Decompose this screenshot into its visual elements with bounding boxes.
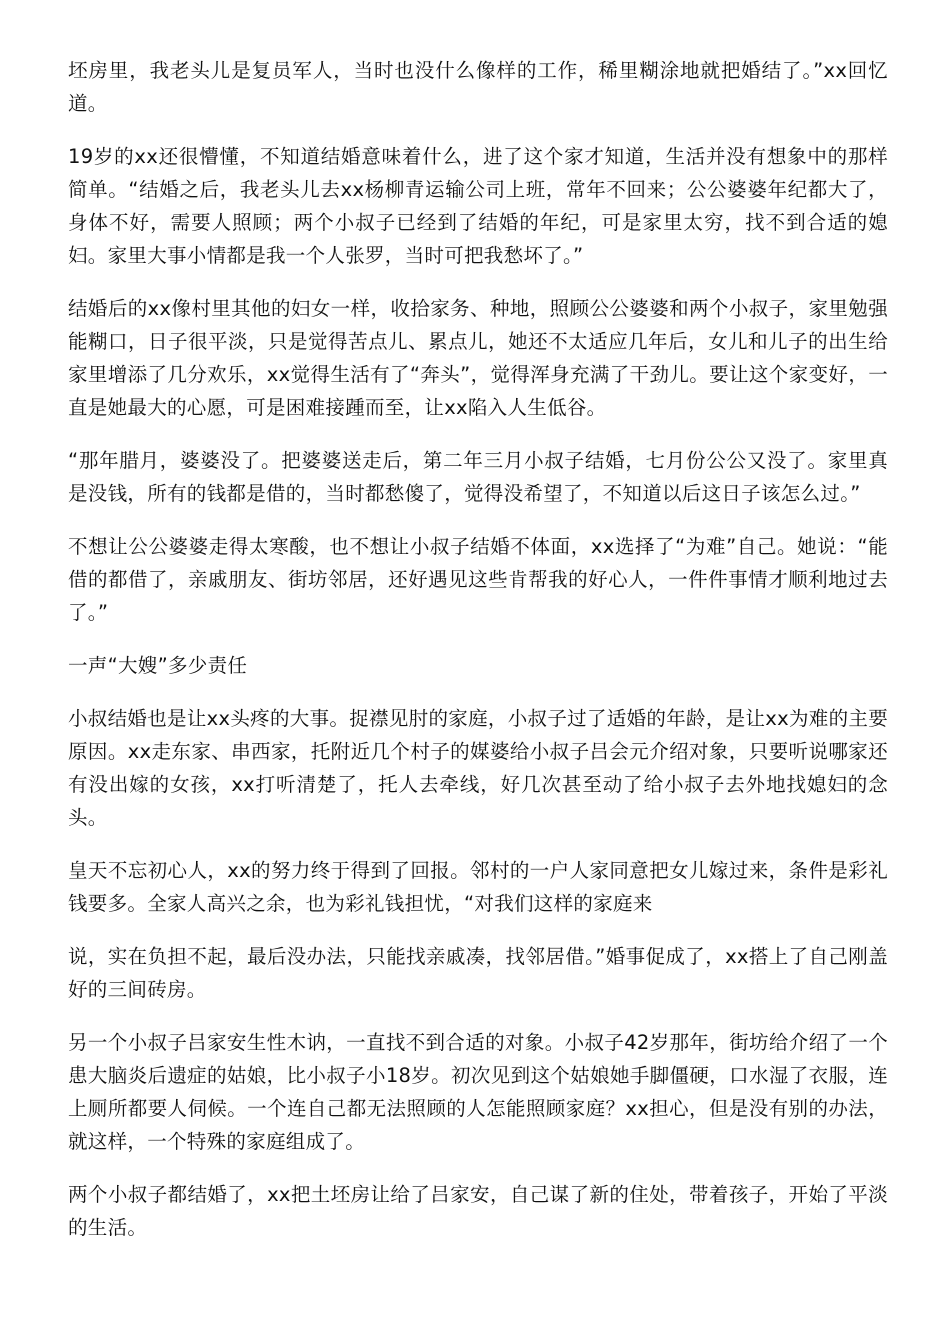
paragraph-5: 不想让公公婆婆走得太寒酸，也不想让小叔子结婚不体面，xx选择了“为难”自己。她说：“能借的都借了，亲戚朋友、街坊邻居，还好遇见这些肯帮我的好心人，一件件事情才顺利地过去了。” xyxy=(68,535,888,624)
paragraph-7: 皇天不忘初心人，xx的努力终于得到了回报。邻村的一户人家同意把女儿嫁过来，条件是彩礼钱要多。全家人高兴之余，也为彩礼钱担忧，“对我们这样的家庭来 xyxy=(68,859,888,915)
paragraph-6: 小叔结婚也是让xx头疼的大事。捉襟见肘的家庭，小叔子过了适婚的年龄，是让xx为难的主要原因。xx走东家、串西家，托附近几个村子的媒婆给小叔子吕会元介绍对象，只要听说哪家还有没出嫁的女孩，xx打听清楚了，托人去牵线，好几次甚至动了给小叔子去外地找媳妇的念头。 xyxy=(68,707,888,829)
paragraph-8: 说，实在负担不起，最后没办法，只能找亲戚凑，找邻居借。”婚事促成了，xx搭上了自己刚盖好的三间砖房。 xyxy=(68,945,888,1001)
paragraph-9: 另一个小叔子吕家安生性木讷，一直找不到合适的对象。小叔子42岁那年，街坊给介绍了一个患大脑炎后遗症的姑娘，比小叔子小18岁。初次见到这个姑娘她手脚僵硬，口水湿了衣服，连上厕所都要人伺候。一个连自己都无法照顾的人怎能照顾家庭？xx担心，但是没有别的办法，就这样，一个特殊的家庭组成了。 xyxy=(68,1031,888,1153)
paragraph-1: 坯房里，我老头儿是复员军人，当时也没什么像样的工作，稀里糊涂地就把婚结了。”xx回忆道。 xyxy=(68,59,888,115)
paragraph-4: “那年腊月，婆婆没了。把婆婆送走后，第二年三月小叔子结婚，七月份公公又没了。家里真是没钱，所有的钱都是借的，当时都愁傻了，觉得没希望了，不知道以后这日子该怎么过。” xyxy=(68,449,888,505)
paragraph-10: 两个小叔子都结婚了，xx把土坯房让给了吕家安，自己谋了新的住处，带着孩子，开始了平淡的生活。 xyxy=(68,1183,888,1239)
section-heading: 一声“大嫂”多少责任 xyxy=(68,654,248,677)
paragraph-2: 19岁的xx还很懵懂，不知道结婚意味着什么，进了这个家才知道，生活并没有想象中的那样简单。“结婚之后，我老头儿去xx杨柳青运输公司上班，常年不回来；公公婆婆年纪都大了，身体不好，需要人照顾；两个小叔子已经到了结婚的年纪，可是家里太穷，找不到合适的媳妇。家里大事小情都是我一个人张罗，当时可把我愁坏了。” xyxy=(68,145,888,267)
paragraph-3: 结婚后的xx像村里其他的妇女一样，收拾家务、种地，照顾公公婆婆和两个小叔子，家里勉强能糊口，日子很平淡，只是觉得苦点儿、累点儿，她还不太适应几年后，女儿和儿子的出生给家里增添了几分欢乐，xx觉得生活有了“奔头”，觉得浑身充满了干劲儿。要让这个家变好，一直是她最大的心愿，可是困难接踵而至，让xx陷入人生低谷。 xyxy=(68,297,888,419)
